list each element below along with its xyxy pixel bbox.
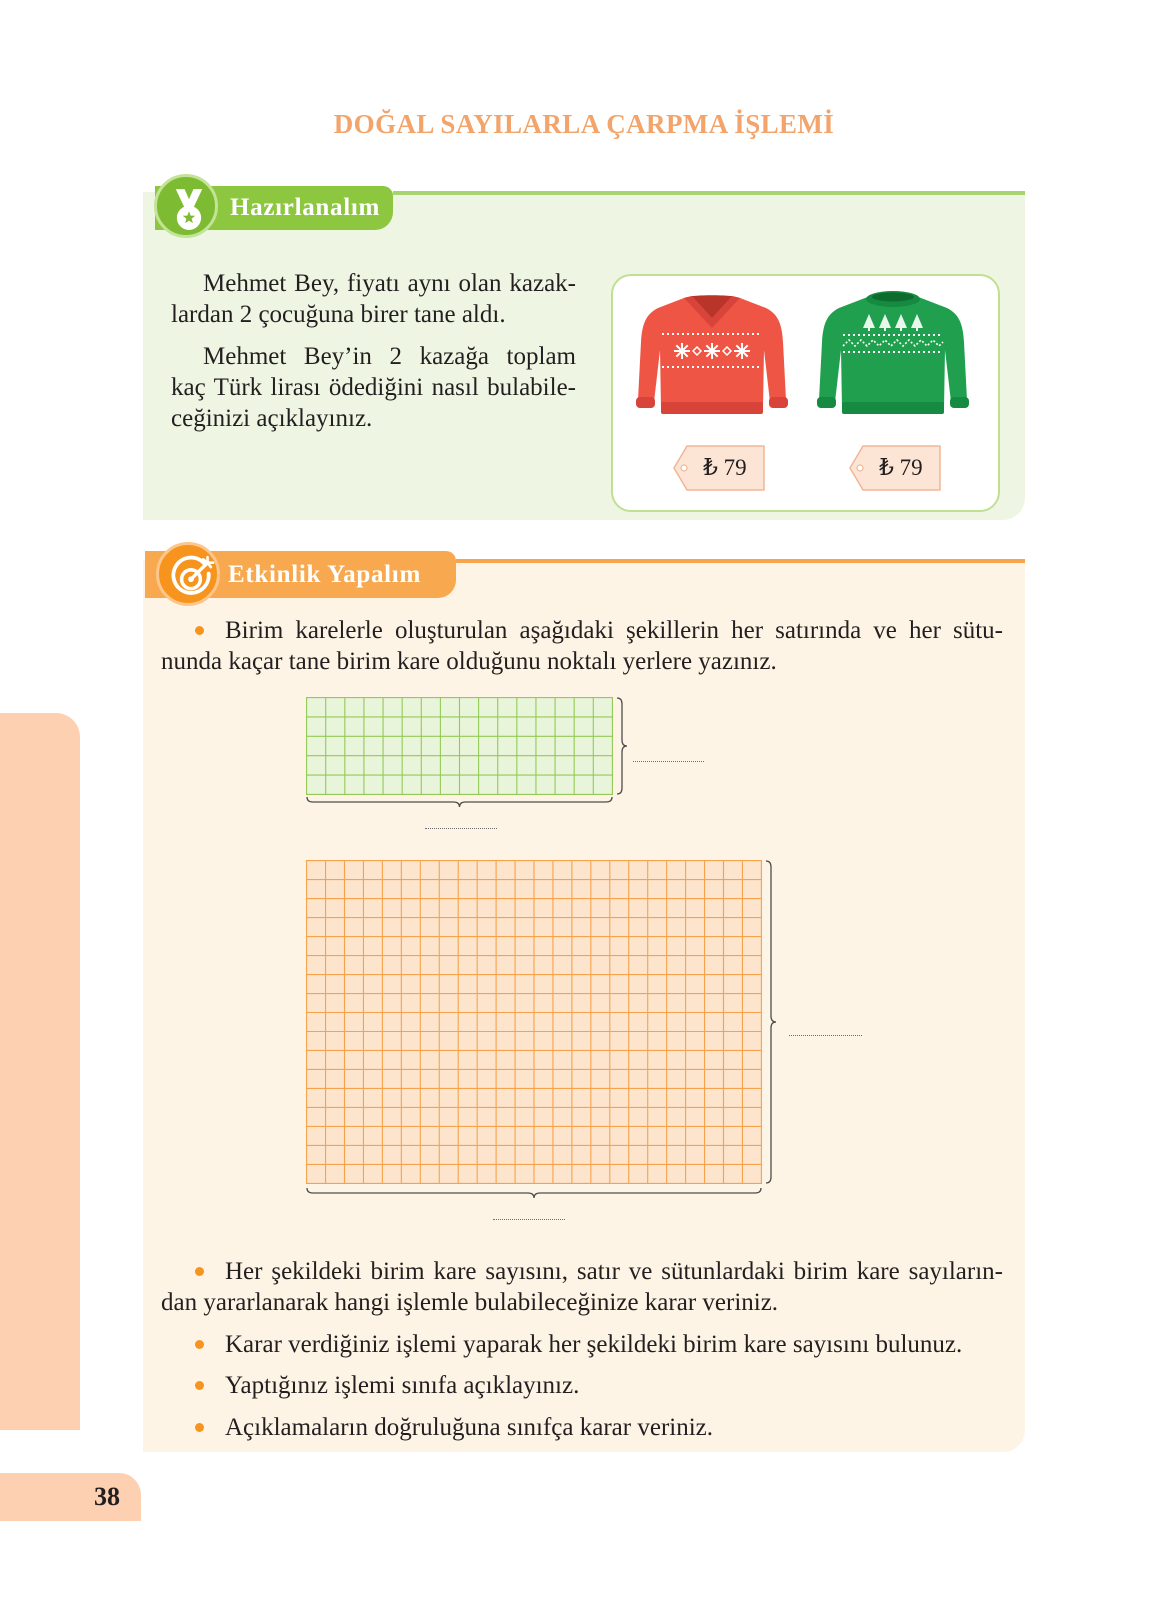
page-title: DOĞAL SAYILARLA ÇARPMA İŞLEMİ (333, 109, 835, 139)
columns-answer-blank-small[interactable] (425, 820, 497, 829)
target-icon (159, 545, 223, 609)
page-number-tab (0, 1473, 141, 1521)
step-paragraph (161, 1412, 1003, 1443)
text-line: Mehmet Bey, fiyatı aynı olan kazak- (203, 270, 576, 297)
text-line: lardan 2 çocuğuna birer tane aldı. (171, 301, 506, 328)
hazirlanalim-paragraph (171, 341, 576, 434)
bullet-icon (195, 1267, 204, 1276)
bullet-icon (195, 1423, 204, 1432)
hazirlanalim-paragraph (171, 268, 576, 330)
rows-answer-blank-small[interactable] (633, 753, 704, 762)
etkinlik-intro (161, 615, 1003, 677)
etkinlik-header-rule (456, 559, 1025, 563)
bullet-icon (195, 1381, 204, 1390)
text-line: Karar verdiğiniz işlemi yaparak her şekildeki birim kare sayısını bulunuz. (225, 1330, 963, 1358)
price-tag (673, 445, 765, 491)
grid-squares (306, 697, 613, 795)
bullet-icon (195, 626, 204, 635)
text-line: Her şekildeki birim kare sayısını, satır ve sütunlardaki birim kare sayıların- (225, 1258, 1003, 1285)
etkinlik-badge (156, 542, 220, 606)
text-line: kaç Türk lirası ödediğini nasıl bulabile- (171, 373, 576, 401)
step-paragraph (161, 1370, 1003, 1401)
row-brace-large (765, 860, 777, 1184)
rows-answer-blank-large[interactable] (789, 1027, 862, 1036)
price-tag (849, 445, 941, 491)
bullet-icon (195, 1340, 204, 1349)
step-paragraph (161, 1256, 1003, 1318)
step-paragraph (161, 1329, 1003, 1360)
red-sweater-icon (632, 290, 792, 430)
unit-square-grid-large (306, 860, 762, 1184)
grid-squares (306, 860, 762, 1184)
hazirlanalim-header: Hazırlanalım (155, 186, 393, 230)
hazirlanalim-header-rule (393, 191, 1025, 195)
side-color-bar (0, 713, 80, 1430)
row-brace-small (616, 697, 628, 795)
text-line: Birim karelerle oluşturulan aşağıdaki şekillerin her satırında ve her sütu- (225, 617, 1003, 644)
columns-answer-blank-large[interactable] (493, 1211, 565, 1220)
etkinlik-header: Etkinlik Yapalım (145, 551, 456, 598)
green-sweater-icon (813, 290, 973, 430)
text-line: ceğinizi açıklayınız. (171, 404, 373, 432)
medal-icon (157, 177, 221, 241)
instruction-paragraph (161, 615, 1003, 677)
text-line: Açıklamaların doğruluğuna sınıfça karar veriniz. (225, 1413, 714, 1441)
text-line: Yaptığınız işlemi sınıfa açıklayınız. (225, 1372, 580, 1399)
column-brace-large (306, 1187, 762, 1199)
unit-square-grid-small (306, 697, 613, 795)
price-label: ₺ 79 (879, 455, 923, 480)
etkinlik-steps (161, 1256, 1003, 1443)
text-line: dan yararlanarak hangi işlemle bulabileceğinize karar veriniz. (161, 1289, 779, 1316)
column-brace-small (306, 796, 613, 808)
text-line: nunda kaçar tane birim kare olduğunu noktalı yerlere yazınız. (161, 648, 777, 675)
hazirlanalim-text (171, 268, 576, 434)
hazirlanalim-badge (154, 174, 218, 238)
page-number: 38 (94, 1482, 120, 1511)
price-label: ₺ 79 (703, 455, 747, 480)
text-line: Mehmet Bey’in 2 kazağa toplam (203, 342, 576, 370)
